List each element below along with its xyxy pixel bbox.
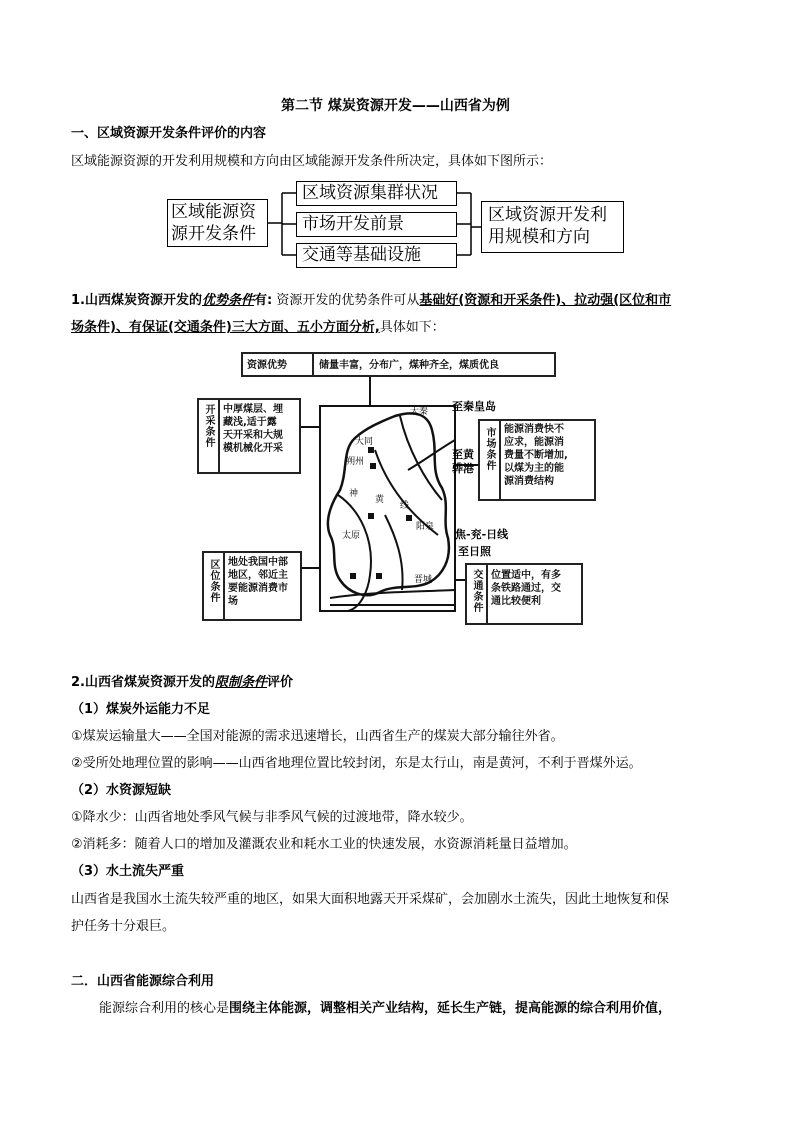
transport-conditions-box: 交通条件 位置适中，有多 条铁路通过，交 通比较便利 bbox=[465, 563, 583, 625]
resource-advantage-box: 资源优势 储量丰富，分布广，煤种齐全，煤质优良 bbox=[241, 352, 556, 377]
label-jiao-yan-ri: 焦-兖-日线 bbox=[455, 528, 509, 541]
rail-label-huang: 黄 bbox=[375, 495, 385, 505]
city-marker bbox=[376, 573, 382, 579]
flow-middle-box-2: 市场开发前景 bbox=[296, 212, 457, 237]
s3-text-line1: 山西省是我国水土流失较严重的地区，如果大面积地露天开采煤矿，会加剧水土流失，因此土地恢复和保 bbox=[71, 892, 670, 907]
sub1-heading: （1）煤炭外运能力不足 bbox=[71, 702, 211, 717]
section1-heading: 一、区域资源开发条件评价的内容 bbox=[71, 126, 267, 141]
s1-item-2: ②受所处地理位置的影响——山西省地理位置比较封闭，东是太行山，南是黄河，不利于晋煤外运。 bbox=[71, 756, 642, 771]
rail-label-shen: 神 bbox=[349, 489, 359, 499]
p1-bold-underline-1: 基础好(资源和开采条件)、拉动强(区位和市 bbox=[419, 293, 672, 308]
s1-item-1: ①煤炭运输量大——全国对能源的需求迅速增长，山西省生产的煤炭大部分输往外省。 bbox=[71, 729, 564, 744]
city-marker bbox=[368, 513, 374, 519]
s2-item-1: ①降水少：山西省地处季风气候与非季风气候的过渡地带，降水较少。 bbox=[71, 810, 473, 825]
city-marker bbox=[368, 447, 374, 453]
place-label-yangquan: 阳泉 bbox=[416, 522, 435, 532]
p1-line1: 1.山西煤炭资源开发的优势条件有: 资源开发的优势条件可从基础好(资源和开采条件)、拉动强(区位和市 bbox=[71, 293, 672, 308]
p1-emphasis: 优势条件 bbox=[201, 293, 254, 308]
label-to-qinhuangdao: 至秦皇岛 bbox=[452, 400, 496, 413]
p1-bold-underline-2: 场条件)、有保证(交通条件)三大方面、五小方面分析, bbox=[71, 320, 380, 335]
mining-conditions-box: 开采条件 中厚煤层、埋 藏浅,适于露 天开采和大规 模机械化开采 bbox=[197, 398, 301, 474]
place-label-shuozhou: 朔州 bbox=[346, 457, 365, 467]
flow-middle-box-3: 交通等基础设施 bbox=[296, 243, 457, 268]
flow-middle-box-1: 区域资源集群状况 bbox=[296, 181, 457, 206]
section2-heading: 二．山西省能源综合利用 bbox=[71, 974, 215, 989]
market-conditions-box: 市场条件 能源消费快不 应求，能源消 费量不断增加, 以煤为主的能 源消费结构 bbox=[478, 419, 596, 501]
place-label-jincheng: 晋城 bbox=[414, 575, 433, 585]
city-marker bbox=[406, 515, 412, 521]
location-conditions-box: 区位条件 地处我国中部 地区，邻近主 要能源消费市 场 bbox=[202, 551, 302, 621]
page-title: 第二节 煤炭资源开发——山西省为例 bbox=[281, 98, 510, 114]
section2-paragraph: 能源综合利用的核心是围绕主体能源，调整相关产业结构，延长生产链，提高能源的综合利用价值， bbox=[99, 1001, 672, 1016]
s2-item-2: ②消耗多：随着人口的增加及灌溉农业和耗水工业的快速发展，水资源消耗量日益增加。 bbox=[71, 837, 577, 852]
p2-heading: 2.山西省煤炭资源开发的限制条件评价 bbox=[71, 675, 294, 690]
p2-emphasis: 限制条件 bbox=[214, 675, 267, 690]
section1-intro: 区域能源资源的开发利用规模和方向由区域能源开发条件所决定，具体如下图所示： bbox=[71, 154, 553, 169]
sub2-heading: （2）水资源短缺 bbox=[71, 783, 172, 798]
rail-label-xian: 线 bbox=[400, 501, 410, 511]
s3-text-line2: 护任务十分艰巨。 bbox=[71, 919, 176, 934]
city-marker bbox=[350, 573, 356, 579]
place-label-taiyuan: 太原 bbox=[342, 531, 361, 541]
city-marker bbox=[370, 463, 376, 469]
flow-left-box: 区域能源资 源开发条件 bbox=[167, 199, 268, 247]
label-to-huanghua: 至黄骅港 bbox=[452, 448, 474, 475]
label-to-rizhao: 至日照 bbox=[458, 545, 491, 558]
flow-right-box: 区域资源开发利 用规模和方向 bbox=[481, 201, 624, 253]
sub3-heading: （3）水土流失严重 bbox=[71, 864, 185, 879]
p1-line2: 场条件)、有保证(交通条件)三大方面、五小方面分析,具体如下： bbox=[71, 320, 445, 335]
place-label-datong: 大同 bbox=[355, 437, 374, 447]
rail-label-daqin: 大秦 bbox=[410, 407, 429, 417]
